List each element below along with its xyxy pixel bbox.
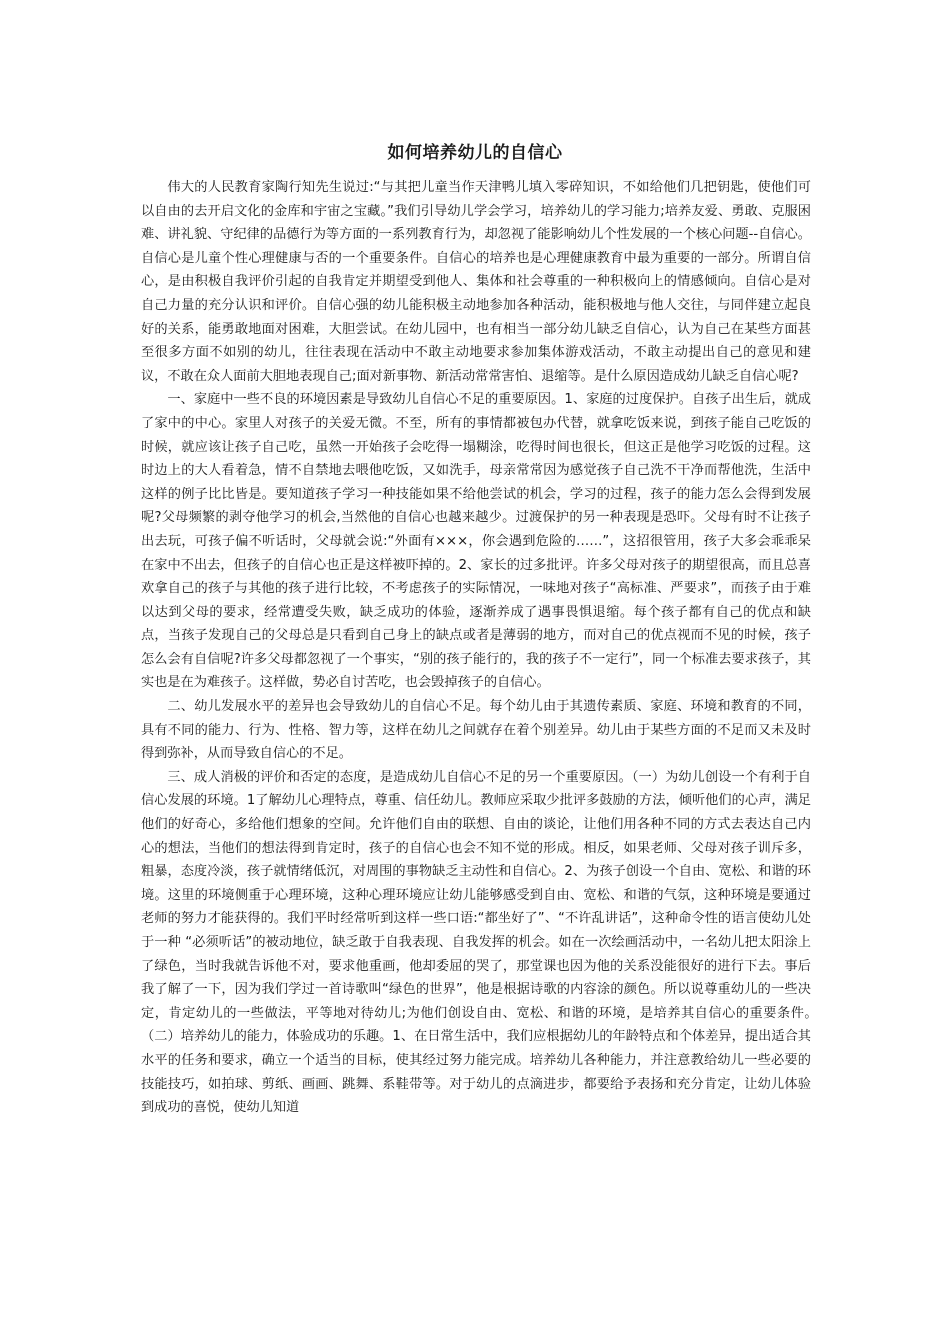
document-body	[141, 176, 825, 1120]
paragraph-section-1: 一、家庭中一些不良的环境因素是导致幼儿自信心不足的重要原因。1、家庭的过度保护。自孩子出生后，就成了家中的中心。家里人对孩子的关爱无微。不至，所有的事情都被包办代替，就拿吃饭来说，到孩子能自己吃饭的时候，就应该让孩子自己吃，虽然一开始孩子会吃得一塌糊涂，吃得时间也很长，但这正是他学习吃饭的过程。这时边上的大人看着急，情不自禁地去喂他吃饭，又如洗手，母亲常常因为感觉孩子自己洗不干净而帮他洗，生活中这样的例子比比皆是。要知道孩子学习一种技能如果不给他尝试的机会，学习的过程，孩子的能力怎么会得到发展呢?父母频繁的剥夺他学习的机会,当然他的自信心也越来越少。过渡保护的另一种表现是恐吓。父母有时不让孩子出去玩，可孩子偏不听话时，父母就会说:“外面有×××，你会遇到危险的……”，这招很管用，孩子大多会乖乖呆在家中不出去，但孩子的自信心也正是这样被吓掉的。2、家长的过多批评。许多父母对孩子的期望很高，而且总喜欢拿自己的孩子与其他的孩子进行比较，不考虑孩子的实际情况，一味地对孩子“高标准、严要求”，而孩子由于难以达到父母的要求，经常遭受失败，缺乏成功的体验，逐渐养成了遇事畏惧退缩。每个孩子都有自己的优点和缺点，当孩子发现自己的父母总是只看到自己身上的缺点或者是薄弱的地方，而对自己的优点视而不见的时候，孩子怎么会有自信呢?许多父母都忽视了一个事实，“别的孩子能行的，我的孩子不一定行”，同一个标准去要求孩子，其实也是在为难孩子。这样做，势必自讨苦吃，也会毁掉孩子的自信心。	[141, 392, 811, 691]
paragraph-section-2: 二、幼儿发展水平的差异也会导致幼儿的自信心不足。每个幼儿由于其遗传素质、家庭、环境和教育的不同，具有不同的能力、行为、性格、智力等，这样在幼儿之间就存在着个别差异。幼儿由于某些方面的不足而又未及时得到弥补，从而导致自信心的不足。	[141, 699, 811, 762]
paragraph-intro: 伟大的人民教育家陶行知先生说过:“与其把儿童当作天津鸭儿填入零碎知识，不如给他们几把钥匙，使他们可以自由的去开启文化的金库和宇宙之宝藏。”我们引导幼儿学会学习，培养幼儿的学习能力;培养友爱、勇敢、克服困难、讲礼貌、守纪律的品德行为等方面的一系列教育行为，却忽视了能影响幼儿个性发展的一个核心问题--自信心。自信心是儿童个性心理健康与否的一个重要条件。自信心的培养也是心理健康教育中最为重要的一部分。所谓自信心，是由积极自我评价引起的自我肯定并期望受到他人、集体和社会尊重的一种积极向上的情感倾向。自信心是对自己力量的充分认识和评价。自信心强的幼儿能积极主动地参加各种活动，能积极地与他人交往，与同伴建立起良好的关系，能勇敢地面对困难，大胆尝试。在幼儿园中，也有相当一部分幼儿缺乏自信心，认为自己在某些方面甚至很多方面不如别的幼儿，往往表现在活动中不敢主动地要求参加集体游戏活动，不敢主动提出自己的意见和建议，不敢在众人面前大胆地表现自己;面对新事物、新活动常常害怕、退缩等。是什么原因造成幼儿缺乏自信心呢?	[141, 180, 811, 384]
document-title: 如何培养幼儿的自信心	[387, 143, 563, 163]
paragraph-section-3: 三、成人消极的评价和否定的态度，是造成幼儿自信心不足的另一个重要原因。（一）为幼儿创设一个有利于自信心发展的环境。1了解幼儿心理特点，尊重、信任幼儿。教师应采取少批评多鼓励的方法，倾听他们的心声，满足他们的好奇心，多给他们想象的空间。允许他们自由的联想、自由的谈论，让他们用各种不同的方式去表达自己内心的想法，当他们的想法得到肯定时，孩子的自信心也会不知不觉的形成。相反，如果老师、父母对孩子训斥多，粗暴，态度冷淡，孩子就情绪低沉，对周围的事物缺乏主动性和自信心。2、为孩子创设一个自由、宽松、和谐的环境。这里的环境侧重于心理环境，这种心理环境应让幼儿能够感受到自由、宽松、和谐的气氛，这种环境是要通过老师的努力才能获得的。我们平时经常听到这样一些口语:“都坐好了”、“不许乱讲话”，这种命令性的语言使幼儿处于一种 “必须听话”的被动地位，缺乏敢于自我表现、自我发挥的机会。如在一次绘画活动中，一名幼儿把太阳涂上了绿色，当时我就告诉他不对，要求他重画，他却委屈的哭了，那堂课也因为他的关系没能很好的进行下去。事后我了解了一下，因为我们学过一首诗歌叫“绿色的世界”，他是根据诗歌的内容涂的颜色。所以说尊重幼儿的一些决定，肯定幼儿的一些做法，平等地对待幼儿;为他们创设自由、宽松、和谐的环境，是培养其自信心的重要条件。 （二）培养幼儿的能力，体验成功的乐趣。1、在日常生活中，我们应根据幼儿的年龄特点和个体差异，提出适合其水平的任务和要求，确立一个适当的目标，使其经过努力能完成。培养幼儿各种能力，并注意教给幼儿一些必要的技能技巧，如拍球、剪纸、画画、跳舞、系鞋带等。对于幼儿的点滴进步，都要给予表扬和充分肯定，让幼儿体验到成功的喜悦，使幼儿知道	[141, 769, 825, 1116]
